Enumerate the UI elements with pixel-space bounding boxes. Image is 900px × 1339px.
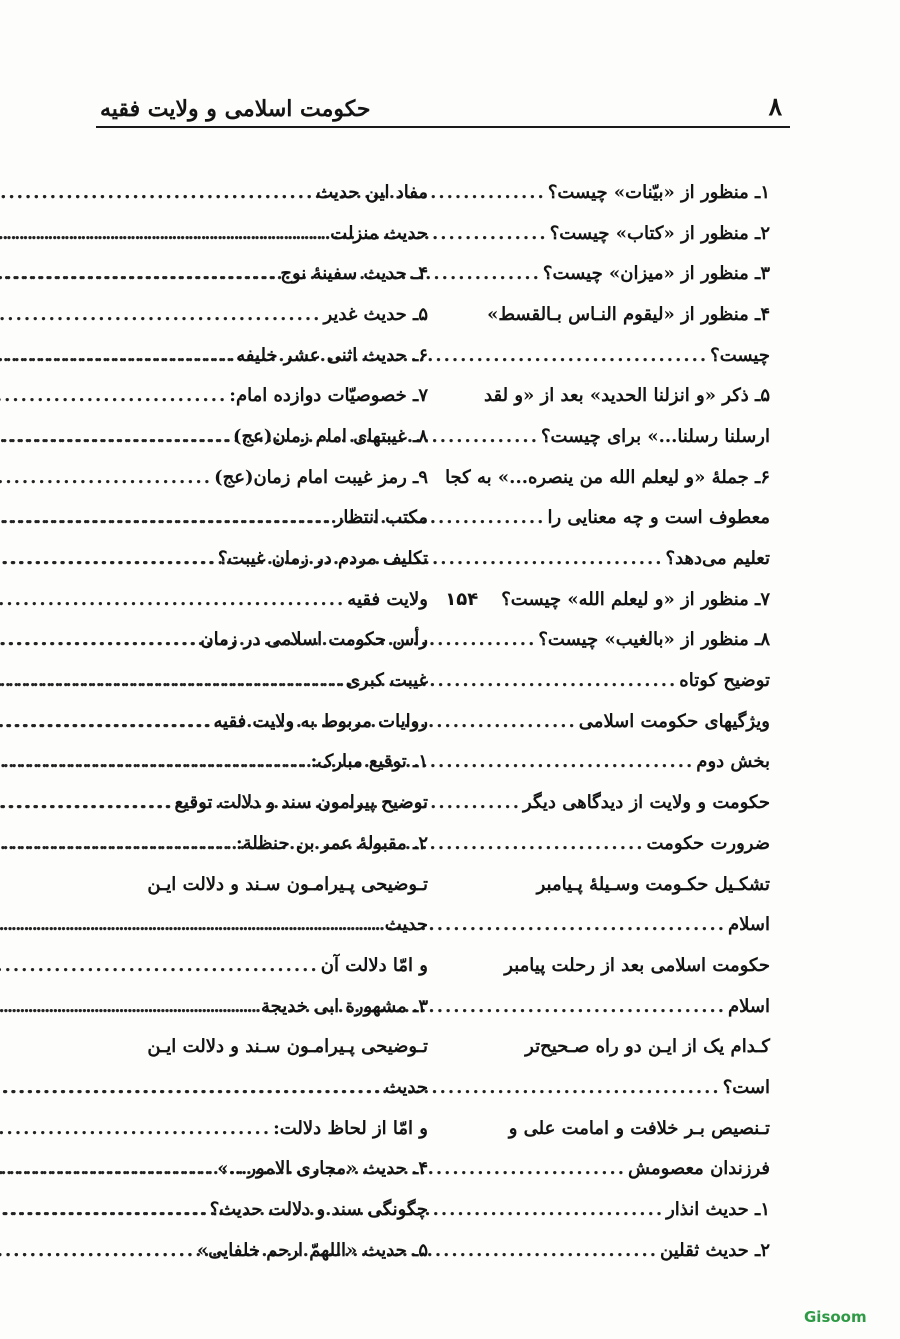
toc-entry <box>98 294 428 335</box>
toc-entry-title: ۸ـ منظور از «بالغیب» چیست؟ <box>538 629 770 651</box>
running-title: حکومت اسلامی و ولایت فقیه <box>100 96 371 122</box>
toc-leader-dots <box>0 385 227 406</box>
toc-entry <box>98 498 428 539</box>
toc-entry-title: چیست؟ <box>710 344 770 366</box>
toc-entry <box>458 1149 770 1190</box>
toc-entry-title: ولایت فقیه <box>347 588 428 610</box>
toc-entry <box>98 213 428 254</box>
toc-entry-title: حکومت و ولایت از دیدگاهی دیگر <box>523 792 770 814</box>
watermark-logo: Gisoom <box>804 1308 867 1326</box>
toc-entry <box>98 1026 428 1067</box>
toc-leader-dots <box>0 182 314 203</box>
toc-entry <box>445 457 770 498</box>
toc-entry <box>458 1230 770 1271</box>
toc-entry-title: حدیث <box>384 914 428 936</box>
toc-entry <box>458 335 770 376</box>
page-number: ۸ <box>768 92 782 121</box>
toc-entry-title: مکتب انتظار <box>334 507 428 529</box>
toc-entry-title: ۶ـ حدیث اثنی عشر خلیفه <box>236 344 428 366</box>
toc-entry-title: ۲ـ مقبولهٔ عمر بن حنظلة: <box>236 832 428 854</box>
toc-entry <box>458 823 770 864</box>
toc-entry <box>458 375 770 416</box>
toc-entry <box>458 294 770 335</box>
toc-entry <box>98 1108 428 1149</box>
toc-column-right <box>445 172 770 1271</box>
toc-leader-dots <box>0 467 212 488</box>
toc-entry <box>98 660 428 701</box>
toc-entry <box>98 172 428 213</box>
toc-entry-title: ۷ـ منظور از «و لیعلم الله» چیست؟ <box>501 588 770 610</box>
toc-entry <box>458 1189 770 1230</box>
toc-entry-title: ۲ـ حدیث ثقلین <box>660 1239 770 1261</box>
toc-entry <box>458 213 770 254</box>
toc-entry-title: ۳ـ مشهورة ابی خدیجة <box>260 995 428 1017</box>
toc-entry-title: بخش دوم <box>696 751 770 773</box>
toc-entry <box>98 1189 428 1230</box>
toc-entry-title: است؟ <box>722 1076 770 1098</box>
toc-leader-dots <box>0 1077 383 1098</box>
toc-entry-title: توضیح پیرامون سند و دلالت توقیع <box>174 792 428 814</box>
toc-entry <box>458 620 770 661</box>
toc-entry <box>458 1026 770 1067</box>
toc-entry-title: ضرورت حکومت <box>646 832 770 854</box>
toc-entry <box>98 1067 428 1108</box>
toc-entry-title: حکومت اسلامی بعد از رحلت پیامبر <box>504 954 770 976</box>
toc-entry <box>98 416 428 457</box>
toc-leader-dots <box>0 751 309 772</box>
toc-entry <box>98 620 428 661</box>
toc-entry-title: فرزندان معصومش <box>628 1158 770 1180</box>
toc-entry <box>458 1067 770 1108</box>
toc-entry <box>98 457 428 498</box>
toc-entry <box>98 579 428 620</box>
page-header <box>96 92 790 128</box>
toc-entry-title: ۱ـ حدیث انذار <box>666 1199 770 1221</box>
toc-entry <box>98 986 428 1027</box>
toc-entry <box>98 823 428 864</box>
toc-entry <box>98 701 428 742</box>
toc-entry-title: ۷ـ خصوصیّات دوازده امام: <box>229 385 428 407</box>
toc-entry-title: تـنصیص بـر خلافت و امامت علی و <box>508 1117 770 1139</box>
toc-entry-title: ۶ـ جملهٔ «و لیعلم الله من ینصره...» به کجا <box>445 466 770 488</box>
toc-entry <box>98 375 428 416</box>
toc-entry-title: تـوضیحی پـیرامـون سـند و دلالت ایـن <box>147 1036 428 1058</box>
toc-entry <box>98 945 428 986</box>
toc-entry-title: مفاد این حدیث <box>316 181 428 203</box>
toc-entry-title: غیبت کبری <box>345 670 428 692</box>
toc-entry <box>98 253 428 294</box>
toc-entry-title: حدیث منزلت <box>330 222 428 244</box>
toc-entry <box>458 172 770 213</box>
toc-entry <box>445 579 770 620</box>
toc-entry <box>458 701 770 742</box>
toc-entry-title: تکلیف مردم در زمان غیبت؟ <box>217 548 428 570</box>
toc-entry-title: اسلام <box>728 995 770 1017</box>
toc-entry <box>458 864 770 905</box>
toc-entry-title: ۹ـ رمز غیبت امام زمان(عج) <box>214 466 428 488</box>
toc-entry-title: چگونگی سند و دلالت حدیث؟ <box>209 1199 428 1221</box>
toc-entry <box>98 904 428 945</box>
toc-entry-title: ارسلنا رسلنا...» برای چیست؟ <box>540 425 770 447</box>
toc-leader-dots <box>0 833 234 854</box>
toc-entry-title: توضیح کوتاه <box>679 670 770 692</box>
toc-entry <box>458 986 770 1027</box>
toc-entry-title: ۵ـ حدیث «اللهمّ ارحم خلفایی» <box>197 1239 428 1261</box>
toc-entry <box>458 498 770 539</box>
toc-entry-title: ۴ـ حدیث «مجاری الامور...» <box>217 1158 428 1180</box>
toc-leader-dots <box>0 711 211 732</box>
toc-leader-dots <box>0 629 198 650</box>
toc-leader-dots <box>0 548 216 569</box>
toc-entry-title: ویژگیهای حکومت اسلامی <box>578 710 770 732</box>
toc-entry <box>98 742 428 783</box>
toc-leader-dots <box>0 426 231 447</box>
toc-entry <box>458 742 770 783</box>
toc-column-left <box>98 172 428 1271</box>
toc-entry-title: تشکـیل حکـومت وسـیلهٔ پـیامبر <box>536 873 770 895</box>
toc-leader-dots <box>0 507 333 528</box>
toc-entry-title: ۵ـ ذکر «و انزلنا الحدید» بعد از «و لقد <box>484 385 770 407</box>
toc-entry-title: روایات مربوط به ولایت فقیه <box>213 710 428 732</box>
toc-entry-title: تـوضیحی پـیرامـون سـند و دلالت ایـن <box>147 873 428 895</box>
toc-entry-title: ۵ـ حدیث غدیر <box>323 303 428 325</box>
toc-leader-dots <box>0 670 344 691</box>
toc-entry <box>458 904 770 945</box>
toc-entry-title: تعلیم می‌دهد؟ <box>665 548 770 570</box>
toc-leader-dots <box>0 223 328 244</box>
toc-leader-dots <box>0 1240 195 1261</box>
toc-entry <box>458 253 770 294</box>
toc-leader-dots <box>0 345 234 366</box>
toc-entry <box>458 538 770 579</box>
toc-entry-title: رأس حکومت اسلامی در زمان <box>200 629 428 651</box>
toc-entry-title: ۳ـ منظور از «میزان» چیست؟ <box>542 263 770 285</box>
toc-leader-dots <box>0 263 278 284</box>
toc-leader-dots <box>0 792 172 813</box>
toc-entry-title: ۸ـ غیبتهای امام زمان(عج) <box>232 425 428 447</box>
toc-entry <box>458 416 770 457</box>
toc-entry-title: و امّا دلالت آن <box>320 954 428 976</box>
toc-entry-page: ۱۵۴ <box>445 588 479 610</box>
toc-leader-dots <box>0 304 321 325</box>
toc-entry-title: اسلام <box>728 914 770 936</box>
toc-entry-title: ۴ـ حدیث سفینهٔ نوح <box>280 263 428 285</box>
toc-entry-title: معطوف است و چه معنایی را <box>547 507 770 529</box>
toc-leader-dots <box>0 1118 271 1139</box>
toc-entry <box>98 864 428 905</box>
toc-entry-title: ۴ـ منظور از «لیقوم النـاس بـالقسط» <box>487 303 770 325</box>
toc-entry-title: ۲ـ منظور از «کتاب» چیست؟ <box>549 222 770 244</box>
toc-entry-title: و امّا از لحاظ دلالت: <box>273 1117 428 1139</box>
toc-leader-dots <box>0 589 345 610</box>
toc-leader-dots <box>0 996 259 1017</box>
toc-entry <box>458 1108 770 1149</box>
toc-entry <box>98 782 428 823</box>
toc-leader-dots <box>0 1199 208 1220</box>
toc-entry-title: ۱ـ توقیع مبارک: <box>310 751 428 773</box>
toc-leader-dots <box>0 955 319 976</box>
toc-entry <box>98 335 428 376</box>
toc-entry <box>458 660 770 701</box>
toc-entry-title: کـدام یک از ایـن دو راه صـحیح‌تر <box>525 1036 770 1058</box>
toc-entry <box>98 1230 428 1271</box>
toc-entry <box>98 1149 428 1190</box>
toc-entry-title: حدیث <box>384 1076 428 1098</box>
toc-entry <box>458 782 770 823</box>
toc-entry <box>458 945 770 986</box>
toc-entry-title: ۱ـ منظور از «بیّنات» چیست؟ <box>547 181 770 203</box>
toc-leader-dots <box>0 914 383 935</box>
toc-entry <box>98 538 428 579</box>
toc-leader-dots <box>0 1158 215 1179</box>
